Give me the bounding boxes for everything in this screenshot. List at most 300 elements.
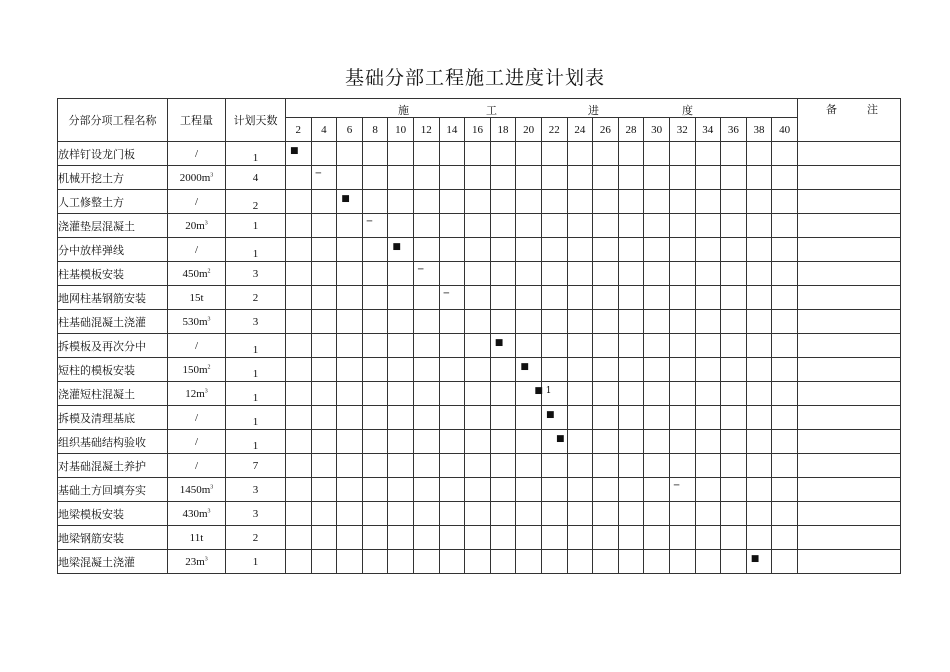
- progress-cell: [541, 430, 567, 454]
- progress-cell: [337, 502, 363, 526]
- progress-cell: [618, 478, 644, 502]
- progress-cell: [644, 214, 670, 238]
- progress-cell: [413, 286, 439, 310]
- progress-cell: [465, 142, 491, 166]
- remark-cell: [797, 406, 900, 430]
- progress-cell: [388, 406, 414, 430]
- progress-cell: [772, 214, 798, 238]
- progress-cell: [695, 142, 721, 166]
- planned-days-value: 1: [252, 151, 259, 164]
- progress-cell: [286, 454, 312, 478]
- task-name: 浇灌短柱混凝土: [58, 382, 168, 406]
- progress-cell: [618, 550, 644, 574]
- progress-square-marker: ■: [341, 194, 350, 204]
- task-quantity: [168, 358, 226, 382]
- table-row: [58, 142, 901, 166]
- progress-cell: [644, 382, 670, 406]
- progress-cell: [721, 550, 747, 574]
- progress-cell: [516, 310, 542, 334]
- progress-dash-marker: ─: [417, 265, 424, 275]
- progress-cell: [695, 454, 721, 478]
- progress-cell: [541, 478, 567, 502]
- progress-cell: [618, 142, 644, 166]
- progress-cell: [746, 262, 772, 286]
- progress-cell: [362, 286, 388, 310]
- day-tick: 4: [311, 118, 337, 142]
- progress-cell: [286, 262, 312, 286]
- progress-cell: [618, 262, 644, 286]
- progress-cell: [439, 502, 465, 526]
- planned-days-value: 2: [252, 291, 259, 304]
- progress-cell: [669, 502, 695, 526]
- progress-cell: [772, 526, 798, 550]
- remark-cell: [797, 550, 900, 574]
- progress-cell: [490, 166, 516, 190]
- progress-cell: [746, 334, 772, 358]
- progress-cell: [644, 526, 670, 550]
- progress-cell: [746, 238, 772, 262]
- progress-cell: [746, 214, 772, 238]
- progress-cell: [490, 502, 516, 526]
- progress-cell: [413, 478, 439, 502]
- progress-cell: [337, 286, 363, 310]
- progress-cell: [746, 502, 772, 526]
- quantity-unit-exponent: 3: [207, 507, 211, 514]
- progress-cell: [567, 358, 593, 382]
- day-tick: 32: [669, 118, 695, 142]
- task-name: 地梁模板安装: [58, 502, 168, 526]
- task-quantity: [168, 526, 226, 550]
- progress-cell: [567, 310, 593, 334]
- task-name: 放样钉设龙门板: [58, 142, 168, 166]
- progress-cell: [721, 142, 747, 166]
- progress-cell: [721, 334, 747, 358]
- progress-cell: [721, 286, 747, 310]
- progress-cell: [439, 358, 465, 382]
- progress-cell: [465, 502, 491, 526]
- quantity-value: /: [194, 435, 199, 448]
- planned-days: [226, 454, 286, 478]
- progress-cell: [567, 262, 593, 286]
- progress-cell: [439, 406, 465, 430]
- progress-cell: [669, 550, 695, 574]
- quantity-unit-exponent: 3: [210, 483, 214, 490]
- progress-cell: [439, 166, 465, 190]
- progress-cell: [644, 478, 670, 502]
- progress-cell: [413, 382, 439, 406]
- progress-cell: [388, 454, 414, 478]
- task-quantity: [168, 262, 226, 286]
- remark-cell: [797, 166, 900, 190]
- progress-cell: [772, 190, 798, 214]
- progress-cell: [695, 406, 721, 430]
- progress-cell: [541, 214, 567, 238]
- task-name: 机械开挖土方: [58, 166, 168, 190]
- progress-cell: [413, 166, 439, 190]
- progress-cell: [516, 334, 542, 358]
- quantity-value: /: [194, 459, 199, 472]
- progress-cell: [746, 166, 772, 190]
- progress-cell: [286, 190, 312, 214]
- day-tick: 34: [695, 118, 721, 142]
- task-name: 短柱的模板安装: [58, 358, 168, 382]
- progress-cell: [490, 454, 516, 478]
- planned-days: [226, 190, 286, 214]
- remark-cell: [797, 478, 900, 502]
- progress-cell: [593, 430, 619, 454]
- quantity-unit-exponent: 3: [204, 387, 208, 394]
- quantity-value: /: [194, 195, 199, 208]
- progress-cell: [746, 526, 772, 550]
- quantity-unit-exponent: 3: [204, 219, 208, 226]
- table-row: [58, 262, 901, 286]
- progress-cell: [772, 310, 798, 334]
- progress-cell: [465, 454, 491, 478]
- progress-cell: [439, 238, 465, 262]
- task-quantity: [168, 454, 226, 478]
- progress-cell: [669, 286, 695, 310]
- table-row: [58, 238, 901, 262]
- progress-cell: [311, 334, 337, 358]
- progress-cell: [669, 454, 695, 478]
- progress-cell: [490, 334, 516, 358]
- progress-cell: [362, 334, 388, 358]
- progress-cell: [618, 310, 644, 334]
- progress-cell: [286, 142, 312, 166]
- progress-cell: [516, 166, 542, 190]
- progress-cell: [772, 382, 798, 406]
- progress-cell: [618, 406, 644, 430]
- task-quantity: [168, 406, 226, 430]
- progress-cell: [746, 310, 772, 334]
- quantity-value: 450m: [182, 267, 208, 280]
- progress-cell: [439, 550, 465, 574]
- progress-cell: [721, 166, 747, 190]
- progress-cell: [669, 262, 695, 286]
- progress-cell: [618, 214, 644, 238]
- progress-cell: [695, 526, 721, 550]
- planned-days: [226, 214, 286, 238]
- progress-cell: [516, 406, 542, 430]
- remark-cell: [797, 286, 900, 310]
- progress-cell: [618, 502, 644, 526]
- progress-cell: [618, 286, 644, 310]
- header-progress-char: 工: [486, 104, 497, 117]
- progress-cell: [593, 478, 619, 502]
- table-row: [58, 526, 901, 550]
- progress-cell: [311, 238, 337, 262]
- task-name: 基础土方回填夯实: [58, 478, 168, 502]
- progress-cell: [644, 142, 670, 166]
- progress-cell: [413, 214, 439, 238]
- task-quantity: [168, 382, 226, 406]
- progress-square-marker: ■: [520, 362, 529, 372]
- quantity-value: 1450m: [179, 483, 211, 496]
- progress-cell: [669, 238, 695, 262]
- progress-cell: [516, 382, 552, 406]
- progress-cell: [413, 358, 439, 382]
- progress-cell: [465, 382, 491, 406]
- progress-cell: [286, 406, 312, 430]
- progress-cell: [746, 478, 772, 502]
- table-row: [58, 454, 901, 478]
- progress-cell: [286, 550, 312, 574]
- progress-cell: [541, 406, 567, 430]
- progress-cell: [465, 358, 491, 382]
- progress-cell: [388, 334, 414, 358]
- progress-cell: [618, 358, 644, 382]
- progress-cell: [618, 454, 644, 478]
- progress-cell: [644, 238, 670, 262]
- progress-cell: [337, 358, 363, 382]
- day-tick: 14: [439, 118, 465, 142]
- quantity-value: 15t: [189, 291, 204, 304]
- progress-cell: [516, 262, 542, 286]
- progress-cell: [311, 406, 337, 430]
- progress-cell: [362, 358, 388, 382]
- progress-cell: [593, 334, 619, 358]
- progress-cell: [772, 502, 798, 526]
- progress-cell: [721, 238, 747, 262]
- progress-cell: [772, 334, 798, 358]
- progress-cell: [593, 550, 619, 574]
- progress-cell: [644, 430, 670, 454]
- progress-cell: [772, 358, 798, 382]
- progress-square-marker: ■: [545, 410, 555, 420]
- progress-cell: [669, 142, 695, 166]
- progress-cell: [516, 358, 542, 382]
- progress-cell: [388, 550, 414, 574]
- planned-days: [226, 406, 286, 430]
- progress-cell: [362, 478, 388, 502]
- header-progress-char: 施: [398, 104, 409, 117]
- progress-square-marker: ■ 1: [534, 386, 552, 396]
- progress-cell: [669, 406, 695, 430]
- progress-cell: [695, 550, 721, 574]
- progress-cell: [516, 454, 542, 478]
- progress-cell: [669, 382, 695, 406]
- progress-cell: [593, 502, 619, 526]
- progress-cell: [567, 334, 593, 358]
- progress-cell: [490, 550, 516, 574]
- progress-cell: [337, 142, 363, 166]
- progress-cell: [465, 334, 491, 358]
- table-row: [58, 430, 901, 454]
- progress-cell: [541, 166, 567, 190]
- progress-cell: [516, 238, 542, 262]
- progress-cell: [669, 358, 695, 382]
- progress-cell: [593, 166, 619, 190]
- quantity-value: /: [194, 411, 199, 424]
- day-tick: 20: [516, 118, 542, 142]
- header-row: [58, 99, 901, 118]
- progress-cell: [567, 238, 593, 262]
- progress-cell: [490, 358, 516, 382]
- planned-days-value: 7: [252, 459, 259, 472]
- progress-cell: [644, 262, 670, 286]
- progress-cell: [669, 310, 695, 334]
- planned-days: [226, 358, 286, 382]
- task-name: 人工修整土方: [58, 190, 168, 214]
- progress-cell: [413, 406, 439, 430]
- progress-cell: [388, 526, 414, 550]
- progress-cell: [772, 142, 798, 166]
- progress-cell: [695, 238, 721, 262]
- table-row: [58, 214, 901, 238]
- remark-cell: [797, 334, 900, 358]
- day-tick: 40: [772, 118, 798, 142]
- progress-cell: [746, 454, 772, 478]
- progress-cell: [311, 142, 337, 166]
- progress-cell: [721, 406, 747, 430]
- table-row: [58, 550, 901, 574]
- progress-cell: [337, 238, 363, 262]
- progress-cell: [311, 502, 337, 526]
- progress-cell: [311, 214, 337, 238]
- progress-cell: [311, 382, 337, 406]
- progress-cell: [695, 310, 721, 334]
- quantity-value: 430m: [182, 507, 208, 520]
- planned-days-value: 2: [252, 199, 259, 212]
- progress-cell: [644, 286, 670, 310]
- task-quantity: [168, 502, 226, 526]
- progress-cell: [669, 334, 695, 358]
- progress-cell: [413, 454, 439, 478]
- progress-cell: [695, 358, 721, 382]
- progress-cell: [644, 406, 670, 430]
- progress-cell: [311, 166, 337, 190]
- progress-cell: [644, 358, 670, 382]
- progress-cell: [286, 286, 312, 310]
- progress-cell: [439, 430, 465, 454]
- progress-cell: [413, 310, 439, 334]
- day-tick: 30: [644, 118, 670, 142]
- remark-cell: [797, 430, 900, 454]
- progress-cell: [439, 334, 465, 358]
- progress-cell: [362, 262, 388, 286]
- progress-cell: [465, 478, 491, 502]
- remark-cell: [797, 238, 900, 262]
- progress-cell: [362, 430, 388, 454]
- quantity-value: 11t: [189, 531, 204, 544]
- day-tick: 24: [567, 118, 593, 142]
- planned-days-value: 3: [252, 507, 259, 520]
- progress-cell: [772, 430, 798, 454]
- progress-cell: [593, 190, 619, 214]
- progress-cell: [541, 454, 567, 478]
- task-quantity: [168, 478, 226, 502]
- progress-cell: [695, 262, 721, 286]
- progress-cell: [721, 478, 747, 502]
- progress-cell: [490, 286, 516, 310]
- progress-cell: [286, 526, 312, 550]
- progress-cell: [516, 526, 542, 550]
- progress-cell: [772, 406, 798, 430]
- progress-cell: [772, 286, 798, 310]
- progress-cell: [439, 214, 465, 238]
- task-name: 拆模板及再次分中: [58, 334, 168, 358]
- table-row: [58, 478, 901, 502]
- progress-cell: [286, 358, 312, 382]
- task-name: 对基础混凝土养护: [58, 454, 168, 478]
- remark-cell: [797, 310, 900, 334]
- progress-cell: [721, 214, 747, 238]
- progress-cell: [490, 382, 516, 406]
- task-quantity: [168, 286, 226, 310]
- progress-cell: [541, 262, 567, 286]
- progress-cell: [746, 430, 772, 454]
- remark-cell: [797, 502, 900, 526]
- task-quantity: [168, 334, 226, 358]
- progress-cell: [337, 406, 363, 430]
- progress-cell: [746, 286, 772, 310]
- progress-cell: [311, 454, 337, 478]
- planned-days: [226, 286, 286, 310]
- progress-cell: [439, 454, 465, 478]
- task-name: 浇灌垫层混凝土: [58, 214, 168, 238]
- progress-cell: [541, 382, 567, 406]
- day-tick: 2: [286, 118, 312, 142]
- quantity-value: 23m: [185, 555, 205, 568]
- progress-cell: [311, 190, 337, 214]
- progress-cell: [413, 526, 439, 550]
- progress-cell: [362, 502, 388, 526]
- progress-cell: [516, 478, 542, 502]
- day-tick: 6: [337, 118, 363, 142]
- progress-cell: [388, 358, 414, 382]
- table-row: [58, 166, 901, 190]
- progress-cell: [286, 430, 312, 454]
- progress-cell: [644, 502, 670, 526]
- progress-cell: [541, 334, 567, 358]
- progress-cell: [311, 286, 337, 310]
- progress-cell: [695, 190, 721, 214]
- progress-cell: [311, 358, 337, 382]
- progress-cell: [490, 526, 516, 550]
- quantity-value: 150m: [182, 363, 208, 376]
- header-days: 计划天数: [226, 99, 286, 142]
- progress-cell: [388, 190, 414, 214]
- day-tick: 26: [593, 118, 619, 142]
- quantity-value: /: [194, 243, 199, 256]
- progress-cell: [593, 454, 619, 478]
- remark-cell: [797, 190, 900, 214]
- progress-cell: [413, 550, 439, 574]
- progress-cell: [593, 406, 619, 430]
- progress-cell: [644, 550, 670, 574]
- task-name: 分中放样弹线: [58, 238, 168, 262]
- progress-cell: [746, 550, 772, 574]
- progress-square-marker: ■: [290, 146, 299, 156]
- header-name: 分部分项工程名称: [58, 99, 168, 142]
- remark-cell: [797, 454, 900, 478]
- progress-cell: [362, 166, 388, 190]
- progress-dash-marker: ─: [443, 289, 449, 299]
- table-row: [58, 190, 901, 214]
- progress-cell: [362, 190, 388, 214]
- progress-cell: [337, 190, 363, 214]
- schedule-table: [57, 98, 901, 574]
- day-tick: 8: [362, 118, 388, 142]
- header-remark-char: 备: [825, 103, 837, 116]
- progress-cell: [593, 238, 619, 262]
- task-quantity: [168, 166, 226, 190]
- planned-days-value: 4: [252, 171, 259, 184]
- page-title: 基础分部工程施工进度计划表: [344, 67, 605, 89]
- progress-cell: [413, 502, 439, 526]
- planned-days-value: 3: [252, 483, 259, 496]
- progress-cell: [286, 502, 312, 526]
